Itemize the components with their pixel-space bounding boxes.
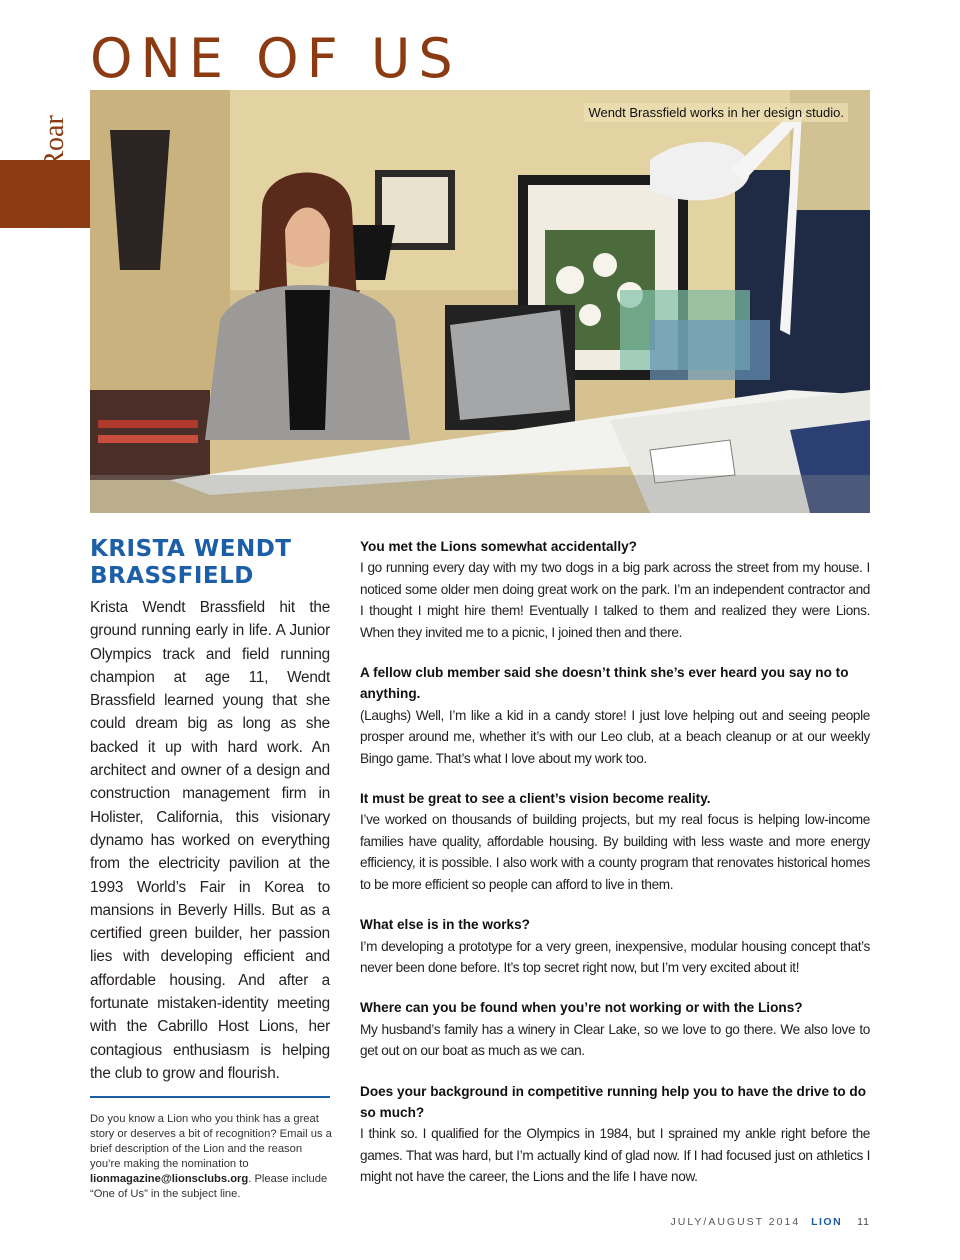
qa-item <box>360 997 870 1061</box>
nomination-text: Do you know a Lion who you think has a great story or deserves a bit of recognition? Email us a brief description of the Lion and the reason you’re making the nomination to <box>90 1113 332 1170</box>
answer: I’ve worked on thousands of building projects, but my real focus is helping low-income families have quality, affordable housing. By building with less waste and more energy efficiency, it is possible. I also work with a county program that renovates historical homes to be more efficient so people can afford to live in them. <box>360 812 870 892</box>
profile-column <box>90 536 330 1085</box>
question: What else is in the works? <box>360 917 530 933</box>
question: Does your background in competitive running help you to have the drive to do so much? <box>360 1083 867 1120</box>
question: You met the Lions somewhat accidentally? <box>360 539 637 554</box>
qa-item <box>360 1081 870 1188</box>
qa-item <box>360 788 870 895</box>
issue-date: JULY/AUGUST 2014 <box>670 1216 801 1228</box>
page-number: 11 <box>857 1216 870 1228</box>
qa-item <box>360 536 870 643</box>
divider <box>90 1096 330 1098</box>
answer: I go running every day with my two dogs in a big park across the street from my house. I noticed some older men doing great work on the park. I’m an independent contractor and I thought I might hire them! Eventually I talked to them and realized they were Lions. When they invited me to a picnic, I joined then and there. <box>360 560 870 640</box>
profile-name-line1: KRISTA WENDT <box>90 536 292 562</box>
answer: My husband’s family has a winery in Clear Lake, so we love to go there. We also love to get out on our boat as much as we can. <box>360 1021 870 1059</box>
answer: I think so. I qualified for the Olympics in 1984, but I sprained my ankle right before the games. That was hard, but I’m actually kind of glad now. If I had focused just on athletics I might not have the career, the Lions and the life I have now. <box>360 1126 870 1185</box>
profile-name <box>90 536 330 590</box>
question: Where can you be found when you’re not working or with the Lions? <box>360 1000 803 1016</box>
question: It must be great to see a client’s vision become reality. <box>360 791 711 807</box>
page-footer <box>671 1216 871 1228</box>
magazine-name: LION <box>811 1216 843 1228</box>
nomination-note <box>90 1112 334 1202</box>
answer: I’m developing a prototype for a very green, inexpensive, modular housing concept that’s never been done before. It’s top secret right now, but I’m very excited about it! <box>360 938 870 975</box>
section-label: First Roar <box>39 115 70 228</box>
photo-caption: Wendt Brassfield works in her design studio. <box>584 103 848 122</box>
interview-column <box>360 536 870 1207</box>
profile-name-line2: BRASSFIELD <box>90 563 254 589</box>
nomination-email-link[interactable]: lionmagazine@lionsclubs.org <box>90 1173 249 1185</box>
qa-item <box>360 914 870 978</box>
question: A fellow club member said she doesn’t think she’s ever heard you say no to anything. <box>360 665 849 702</box>
profile-photo <box>90 90 870 513</box>
answer: (Laughs) Well, I’m like a kid in a candy store! I just love helping out and seeing people prosper around me, whether it’s with our Leo club, at a beach cleanup or at our weekly Bingo game. That’s what I love about my work too. <box>360 707 870 766</box>
profile-intro: Krista Wendt Brassfield hit the ground running early in life. A Junior Olympics track and field running champion at age 11, Wendt Brassfield learned young that she could dream big as long as she backed it up with hard work. An architect and owner of a design and construction management firm in Holister, California, this visionary dynamo has worked on everything from the electricity pavilion at the 1993 World’s Fair in Korea to mansions in Beverly Hills. But as a certified green builder, her passion lies with developing efficient and affordable housing. And after a fortunate mistaken-identity meeting with the Cabrillo Host Lions, her contagious enthusiasm is helping the club to grow and flourish. <box>90 599 330 1082</box>
nomination-text-end: . Please include “One of Us” in the subject line. <box>90 1173 328 1200</box>
qa-item <box>360 662 870 769</box>
page-title: ONE OF US <box>90 27 461 90</box>
